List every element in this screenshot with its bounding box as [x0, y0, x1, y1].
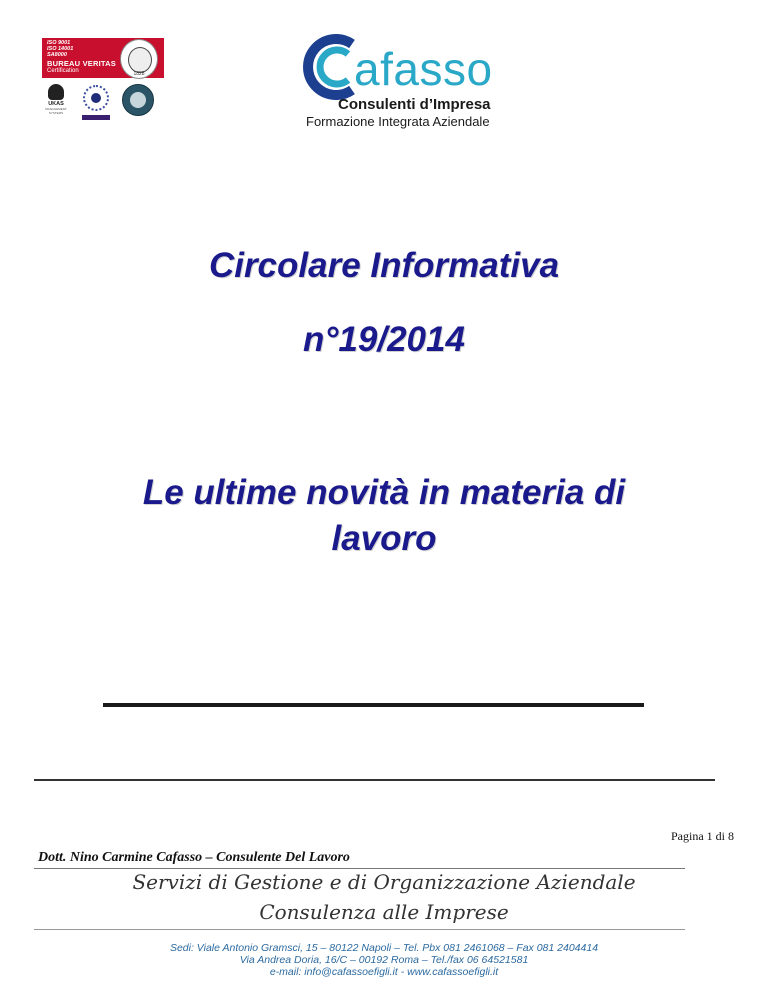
brand-tagline: Consulenti d’Impresa: [338, 96, 491, 113]
ukas-label: UKAS: [48, 101, 64, 107]
ukas-logo: [44, 84, 68, 118]
footer-divider-top: [34, 868, 685, 869]
subject-line-1: Le ultime novità in materia di: [142, 473, 626, 512]
star-circle-logo: [80, 82, 112, 114]
document-subject: [0, 470, 768, 562]
bureau-veritas-logo: [42, 38, 164, 78]
bv-certification: Certification: [47, 68, 79, 74]
contact-addresses-napoli: Sedi: Viale Antonio Gramsci, 15 – 80122 Napoli – Tel. Pbx 081 2461068 – Fax 081 2404414: [169, 942, 599, 954]
ukas-sub: MANAGEMENT SYSTEMS: [45, 107, 67, 115]
bv-seal-year: 1828: [133, 71, 145, 77]
bv-standard-iso9001: ISO 9001: [47, 40, 71, 46]
brand-name: afasso: [354, 43, 493, 95]
bv-seal-inner: [128, 47, 152, 73]
footer-divider-bottom: [34, 929, 685, 930]
cafasso-logo: [298, 34, 558, 134]
contact-email-web: e-mail: info@cafassoefigli.it - www.cafassoefigli.it: [269, 966, 499, 978]
bv-standards: [47, 40, 73, 58]
subject-line-2: lavoro: [331, 519, 437, 558]
page-number: Pagina 1 di 8: [671, 829, 734, 843]
document-title: Circolare Informativa: [208, 246, 560, 285]
services-line-2: Consulenza alle Imprese: [259, 900, 509, 924]
star-bar: [82, 115, 110, 120]
accredia-logo: [122, 84, 154, 116]
body-divider: [34, 779, 715, 781]
contact-addresses-roma: Via Andrea Doria, 16/C – 00192 Roma – Tel./fax 06 64521581: [239, 954, 529, 966]
bv-standard-iso14001: ISO 14001: [47, 46, 74, 52]
brand-subtitle: Formazione Integrata Aziendale: [306, 114, 490, 129]
certification-logos: [42, 38, 166, 120]
author-line: Dott. Nino Carmine Cafasso – Consulente Del Lavoro: [38, 850, 350, 865]
star-core-icon: [91, 93, 101, 103]
bv-name: BUREAU VERITAS: [47, 59, 116, 68]
document-number: n°19/2014: [303, 320, 465, 359]
accredia-inner-icon: [130, 92, 146, 108]
crown-icon: [48, 84, 64, 100]
bv-seal-icon: [120, 39, 158, 79]
services-line-1: Servizi di Gestione e di Organizzazione Aziendale: [132, 870, 636, 894]
bv-standard-sa8000: SA8000: [47, 52, 67, 58]
title-divider: [103, 703, 644, 707]
